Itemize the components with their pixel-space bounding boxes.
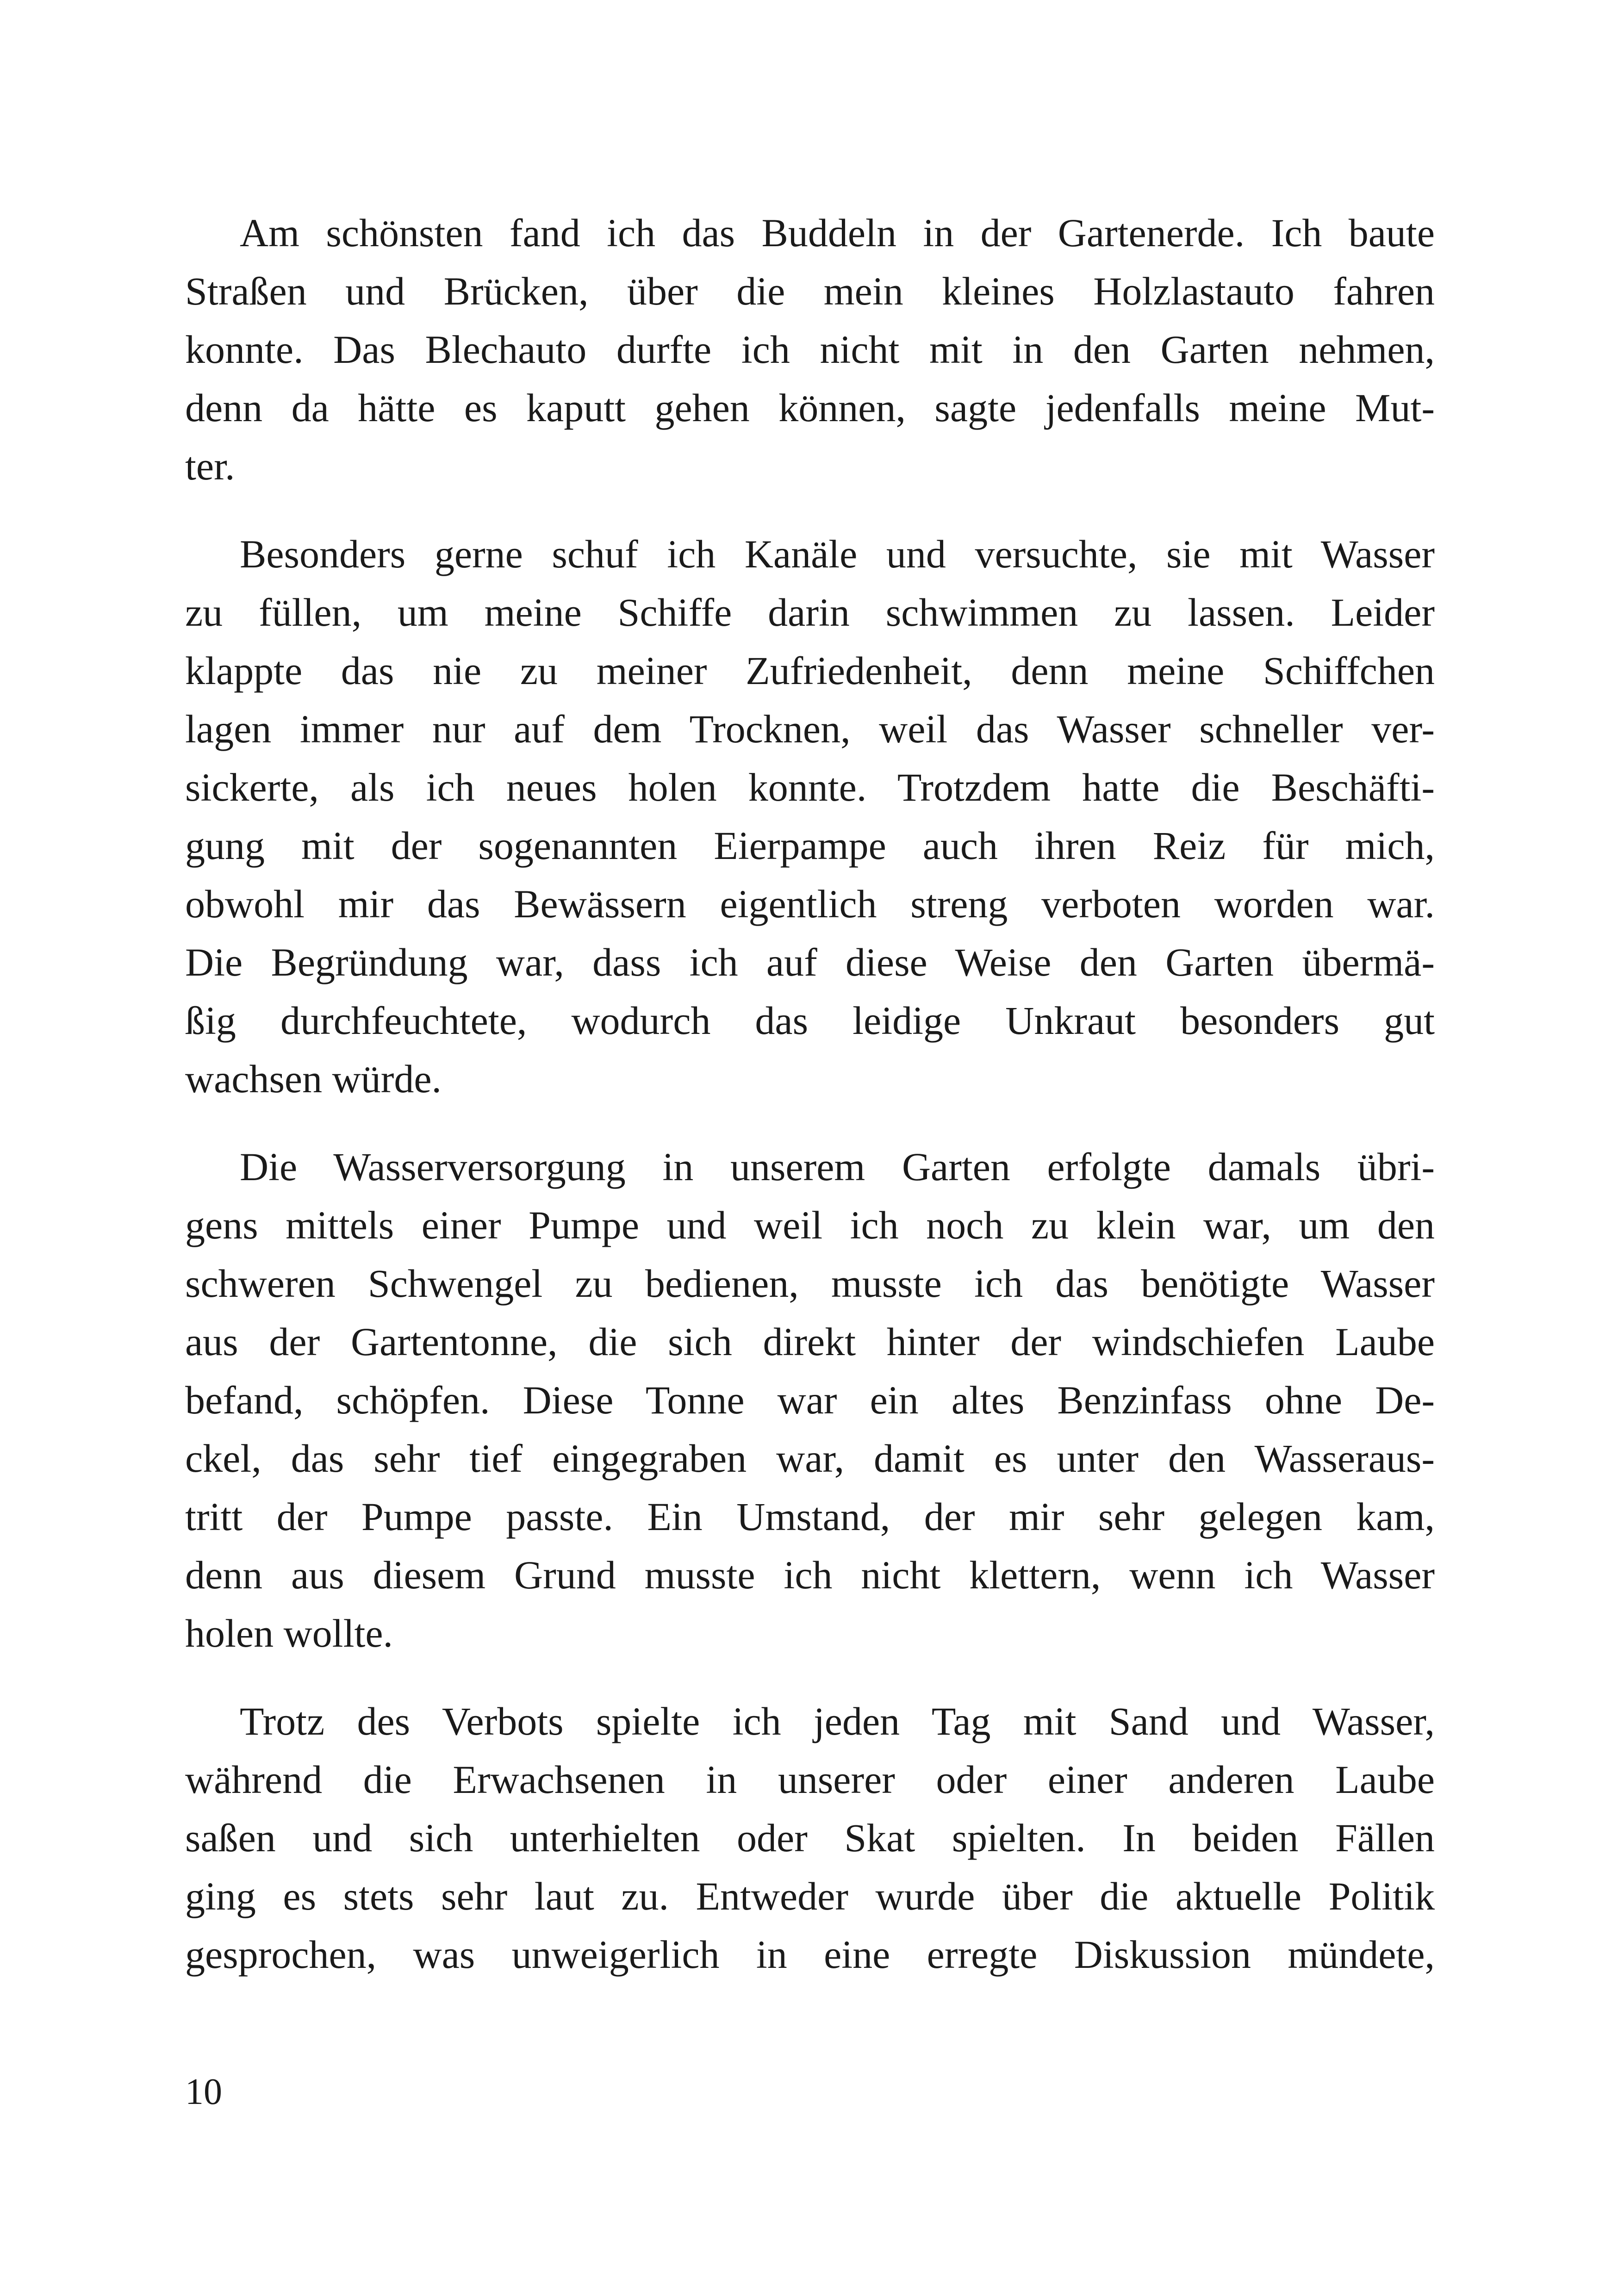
text-line: sickerte, als ich neues holen konnte. Trotzdem hatte die Beschäfti- bbox=[185, 765, 1435, 809]
text-line: denn aus diesem Grund musste ich nicht klettern, wenn ich Wasser bbox=[185, 1553, 1435, 1597]
page-number: 10 bbox=[185, 2072, 222, 2112]
paragraph-gap bbox=[185, 1662, 1435, 1692]
text-line: Straßen und Brücken, über die mein kleines Holzlastauto fahren bbox=[185, 269, 1435, 313]
text-line: konnte. Das Blechauto durfte ich nicht mit in den Garten nehmen, bbox=[185, 327, 1435, 372]
text-line: gens mittels einer Pumpe und weil ich noch zu klein war, um den bbox=[185, 1203, 1435, 1247]
text-line: ckel, das sehr tief eingegraben war, damit es unter den Wasseraus- bbox=[185, 1436, 1435, 1481]
text-line: Die Wasserversorgung in unserem Garten erfolgte damals übri- bbox=[240, 1145, 1435, 1189]
text-line: befand, schöpfen. Diese Tonne war ein altes Benzinfass ohne De- bbox=[185, 1378, 1435, 1422]
text-line: gung mit der sogenannten Eierpampe auch ihren Reiz für mich, bbox=[185, 823, 1435, 868]
text-line: schweren Schwengel zu bedienen, musste ich das benötigte Wasser bbox=[185, 1261, 1435, 1306]
text-line: klappte das nie zu meiner Zufriedenheit, denn meine Schiffchen bbox=[185, 648, 1435, 693]
paragraph bbox=[185, 204, 1435, 495]
text-line: saßen und sich unterhielten oder Skat spielten. In beiden Fällen bbox=[185, 1816, 1435, 1860]
text-line: zu füllen, um meine Schiffe darin schwimmen zu lassen. Leider bbox=[185, 590, 1435, 635]
text-line: ßig durchfeuchtete, wodurch das leidige Unkraut besonders gut bbox=[185, 998, 1435, 1043]
text-line: wachsen würde. bbox=[185, 1057, 442, 1101]
text-line: denn da hätte es kaputt gehen können, sagte jedenfalls meine Mut- bbox=[185, 386, 1435, 430]
text-line: holen wollte. bbox=[185, 1611, 393, 1655]
text-line: Die Begründung war, dass ich auf diese Weise den Garten übermä- bbox=[185, 940, 1435, 984]
text-line: ter. bbox=[185, 444, 235, 488]
text-line: während die Erwachsenen in unserer oder einer anderen Laube bbox=[185, 1757, 1435, 1802]
paragraph bbox=[185, 1692, 1435, 1984]
text-line: Am schönsten fand ich das Buddeln in der Gartenerde. Ich baute bbox=[240, 211, 1435, 255]
text-line: aus der Gartentonne, die sich direkt hinter der windschiefen Laube bbox=[185, 1319, 1435, 1364]
text-line: ging es stets sehr laut zu. Entweder wurde über die aktuelle Politik bbox=[185, 1874, 1435, 1918]
paragraph bbox=[185, 1138, 1435, 1662]
paragraph-gap bbox=[185, 1108, 1435, 1138]
text-line: gesprochen, was unweigerlich in eine erregte Diskussion mündete, bbox=[185, 1932, 1435, 1977]
body-text bbox=[185, 204, 1435, 1984]
paragraph bbox=[185, 525, 1435, 1108]
text-line: tritt der Pumpe passte. Ein Umstand, der mir sehr gelegen kam, bbox=[185, 1494, 1435, 1539]
text-line: Besonders gerne schuf ich Kanäle und versuchte, sie mit Wasser bbox=[240, 532, 1435, 576]
text-line: Trotz des Verbots spielte ich jeden Tag mit Sand und Wasser, bbox=[240, 1699, 1435, 1743]
text-line: lagen immer nur auf dem Trocknen, weil das Wasser schneller ver- bbox=[185, 707, 1435, 751]
text-line: obwohl mir das Bewässern eigentlich streng verboten worden war. bbox=[185, 882, 1435, 926]
paragraph-gap bbox=[185, 495, 1435, 525]
